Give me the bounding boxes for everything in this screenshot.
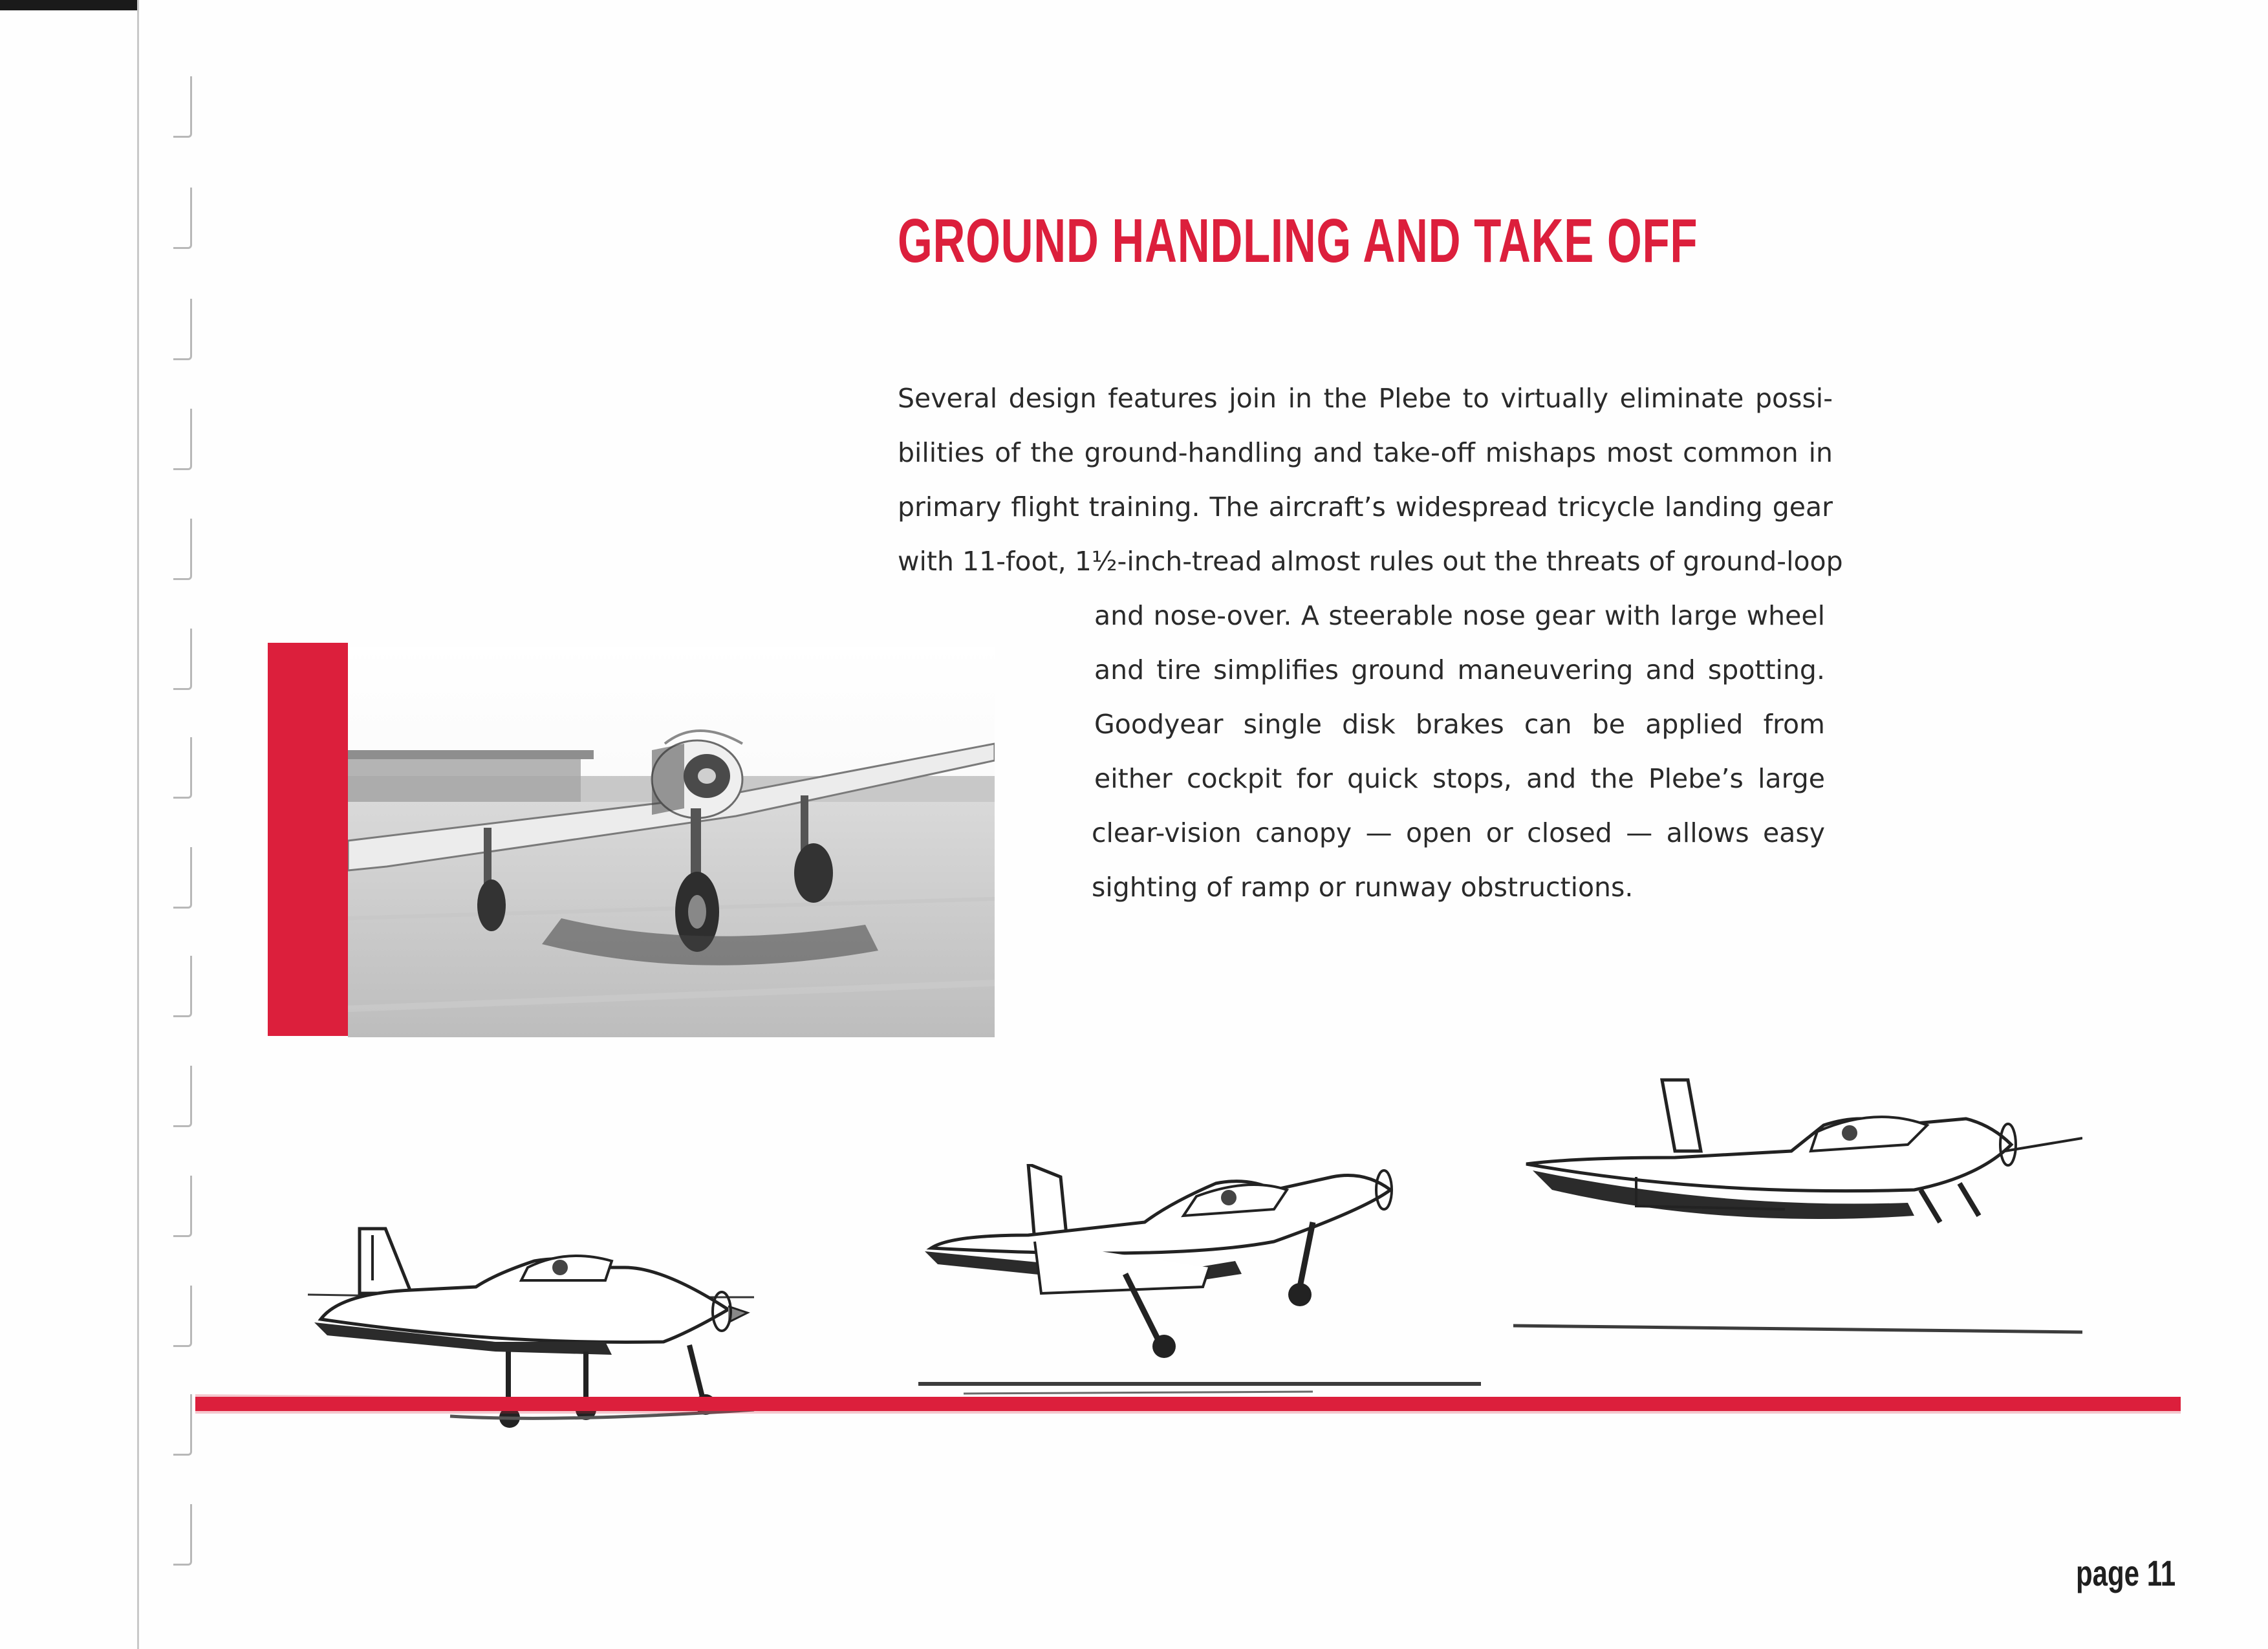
body-line: clear-vision canopy — open or closed — allows easy (1092, 817, 1825, 848)
binding-spine (137, 0, 139, 1649)
body-line: either cockpit for quick stops, and the Plebe’s large (1094, 763, 1825, 794)
plane-climbing-drawing (1513, 1061, 2082, 1339)
body-line: primary flight training. The aircraft’s widespread tricycle landing gear (898, 491, 1833, 523)
page-number: page 11 (2076, 1553, 2176, 1593)
binding-edge (0, 0, 139, 10)
runway-red-stripe (195, 1394, 2181, 1414)
plane-rotating-drawing (912, 1164, 1481, 1397)
body-line: Goodyear single disk brakes can be applied from (1094, 709, 1825, 740)
aircraft-photo (348, 647, 995, 1037)
body-line: Several design features join in the Plebe to virtually eliminate possi- (898, 383, 1833, 414)
body-line: sighting of ramp or runway obstructions. (1092, 872, 1634, 903)
page-title: GROUND HANDLING AND TAKE OFF (898, 206, 1698, 275)
body-line: and tire simplifies ground maneuvering and spotting. (1094, 654, 1825, 685)
body-line: and nose-over. A steerable nose gear with large wheel (1094, 600, 1825, 631)
body-line: with 11-foot, 1½-inch-tread almost rules out the threats of ground-loop (898, 546, 1843, 577)
accent-red-block (268, 643, 348, 1036)
body-line: bilities of the ground-handling and take-off mishaps most common in (898, 437, 1833, 468)
